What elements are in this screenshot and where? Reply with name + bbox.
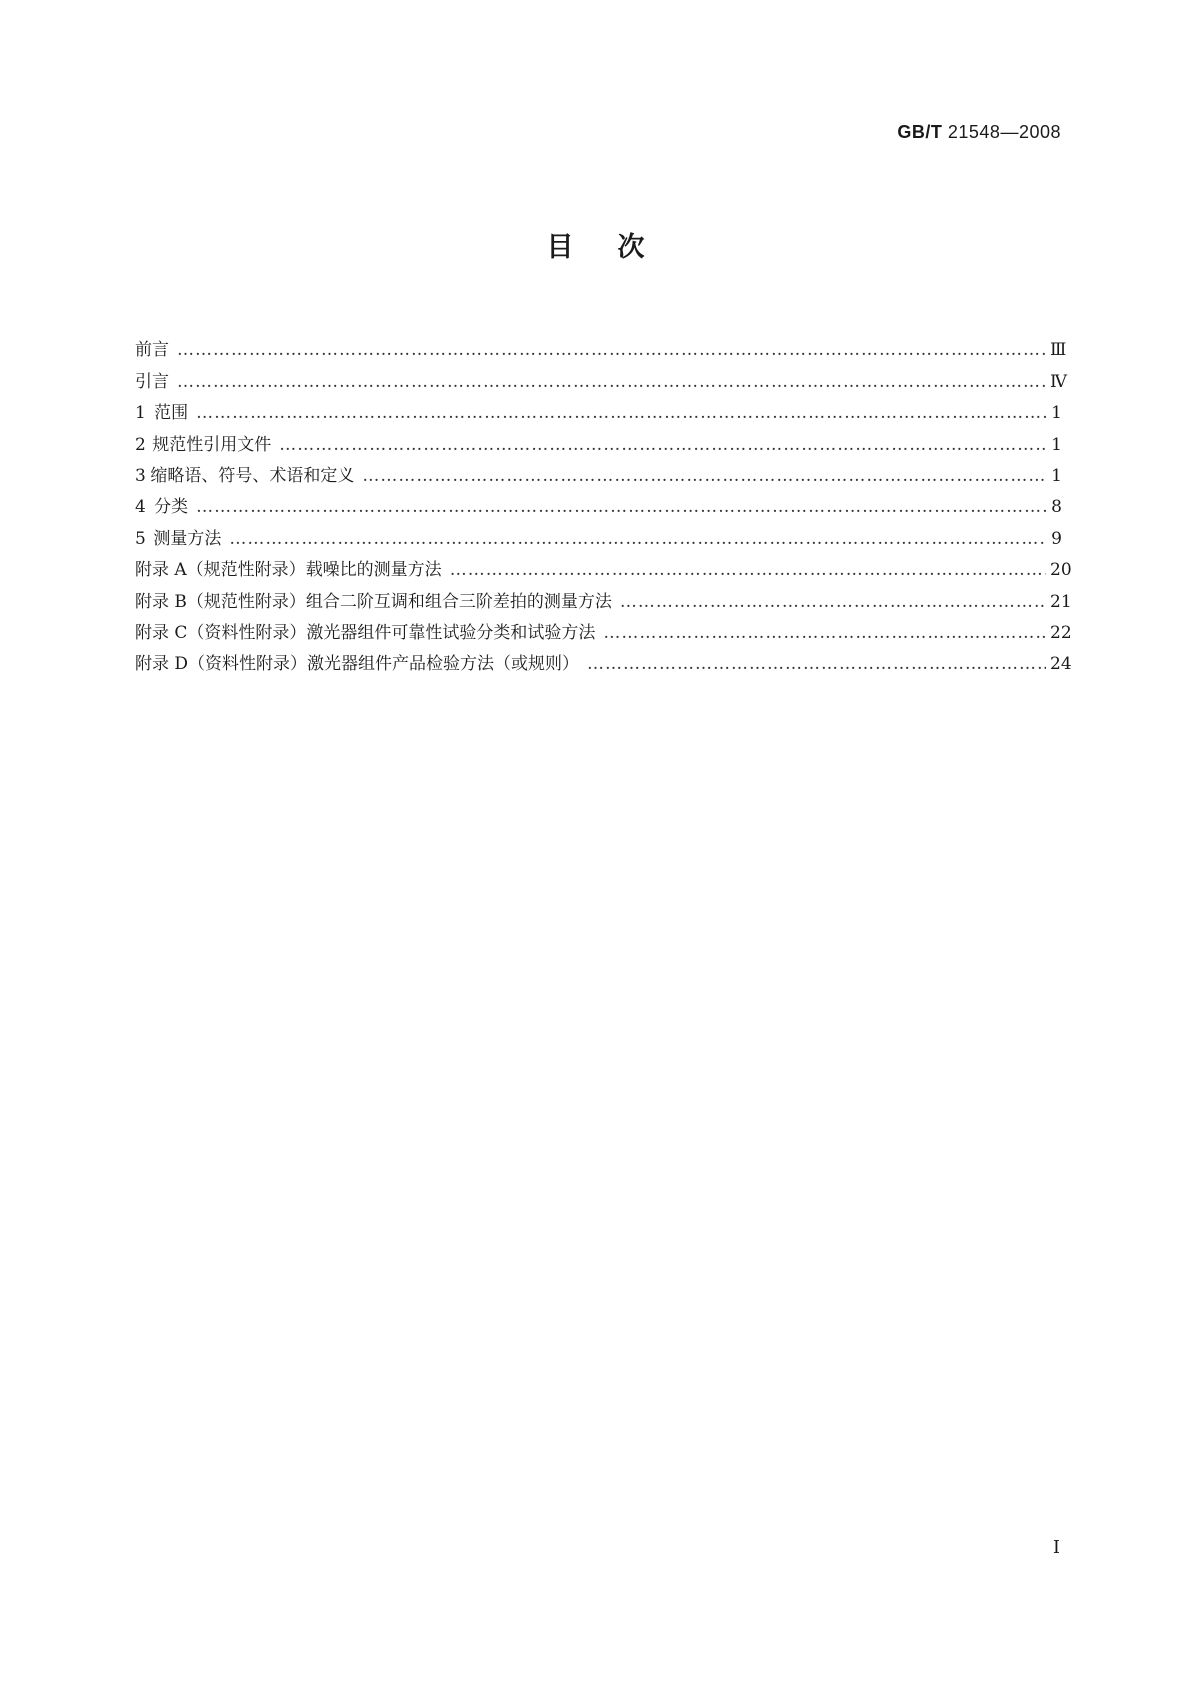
toc-leader-dots xyxy=(450,559,1046,581)
toc-entry-title: 测量方法 xyxy=(153,528,222,549)
toc-entry-title: 激光器组件产品检验方法（或规则） xyxy=(307,654,580,675)
toc-page-number: 1 xyxy=(1051,434,1062,455)
toc-page-number: 1 xyxy=(1051,465,1062,486)
standard-number: 21548—2008 xyxy=(947,122,1061,142)
toc-entry-title: 组合二阶互调和组合三阶差拍的测量方法 xyxy=(305,591,612,612)
toc-entry-title: 激光器组件可靠性试验分类和试验方法 xyxy=(306,622,596,643)
toc-entry-title: 规范性引用文件 xyxy=(152,434,272,455)
toc-entry-section-4[interactable] xyxy=(135,487,1062,518)
toc-section-number: 3 xyxy=(135,465,146,486)
toc-entry-appendix-a[interactable] xyxy=(135,550,1072,581)
standard-prefix: GB/T xyxy=(897,122,943,142)
toc-leader-dots xyxy=(587,653,1046,675)
toc-page-number: 8 xyxy=(1051,497,1062,518)
toc-entry-introduction[interactable] xyxy=(135,361,1067,392)
toc-page-number: 22 xyxy=(1050,622,1072,643)
toc-page-number: 21 xyxy=(1050,591,1072,612)
toc-appendix-label: 附录 B（规范性附录） xyxy=(135,591,306,612)
toc-section-number: 2 xyxy=(135,434,146,455)
toc-section-number: 5 xyxy=(135,528,146,549)
toc-section-number: 4 xyxy=(135,497,146,518)
toc-leader-dots xyxy=(177,371,1046,393)
page-folio: Ⅰ xyxy=(1052,1537,1060,1558)
toc-entry-section-3[interactable] xyxy=(135,456,1062,487)
toc-appendix-label: 附录 A（规范性附录） xyxy=(135,560,306,581)
toc-page-number: 20 xyxy=(1050,560,1072,581)
toc-entry-title: 载噪比的测量方法 xyxy=(305,560,442,581)
toc-leader-dots xyxy=(362,465,1046,487)
toc-appendix-label: 附录 C（资料性附录） xyxy=(135,622,307,643)
toc-leader-dots xyxy=(196,402,1046,424)
toc-leader-dots xyxy=(177,339,1046,361)
toc-entry-appendix-c[interactable] xyxy=(135,613,1072,644)
toc-leader-dots xyxy=(603,622,1046,644)
toc-entry-title: 前言 xyxy=(135,340,169,361)
toc-leader-dots xyxy=(196,496,1046,518)
toc-entry-appendix-d[interactable] xyxy=(135,644,1072,675)
toc-section-number: 1 xyxy=(135,403,146,424)
table-of-contents xyxy=(135,330,1072,675)
toc-page-number: 24 xyxy=(1050,654,1072,675)
toc-page-number: 9 xyxy=(1051,528,1062,549)
toc-page-number: Ⅳ xyxy=(1050,371,1067,392)
toc-entry-title: 范围 xyxy=(154,403,189,424)
toc-page-number: 1 xyxy=(1051,403,1062,424)
toc-leader-dots xyxy=(229,528,1046,550)
toc-entry-section-5[interactable] xyxy=(135,518,1062,549)
toc-appendix-label: 附录 D（资料性附录） xyxy=(135,654,308,675)
toc-leader-dots xyxy=(279,434,1046,456)
toc-page-number: Ⅲ xyxy=(1050,340,1067,361)
toc-entry-title: 分类 xyxy=(154,497,189,518)
toc-entry-title: 引言 xyxy=(135,371,169,392)
toc-entry-foreword[interactable] xyxy=(135,330,1067,361)
toc-leader-dots xyxy=(620,591,1046,613)
toc-entry-appendix-b[interactable] xyxy=(135,581,1072,612)
toc-entry-section-2[interactable] xyxy=(135,424,1062,455)
toc-entry-section-1[interactable] xyxy=(135,393,1062,424)
standard-code xyxy=(897,122,1061,143)
toc-entry-title: 缩略语、符号、术语和定义 xyxy=(150,465,355,486)
page-title: 目次 xyxy=(546,232,689,263)
